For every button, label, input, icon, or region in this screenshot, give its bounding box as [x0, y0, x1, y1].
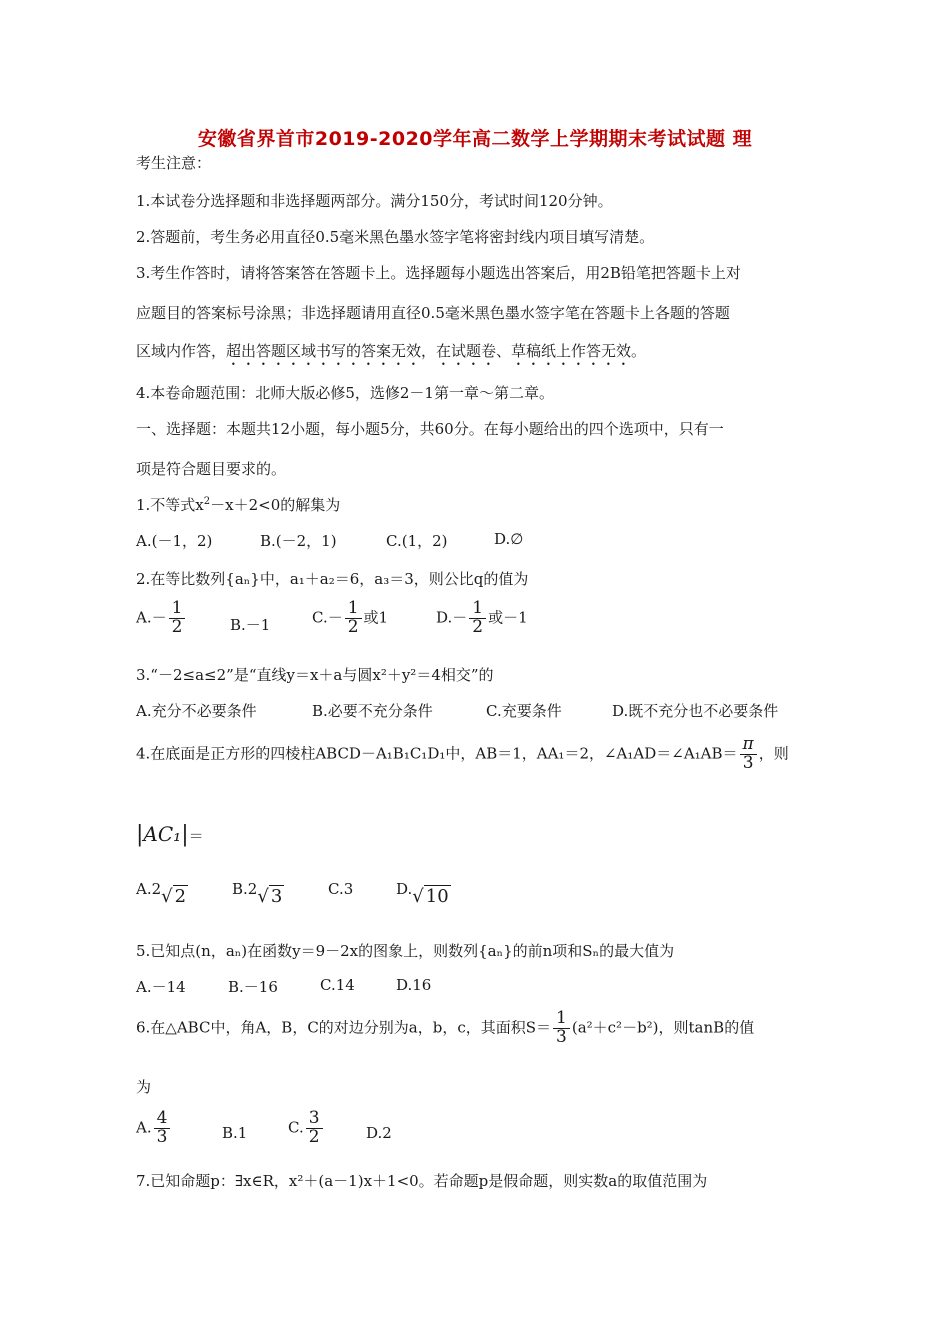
- fraction-numerator: 1: [347, 598, 359, 618]
- notice-item-3-emphasis: 超出答题区域书写的答案无效，在试题卷、草稿纸上作答无效: [226, 342, 632, 360]
- question-4-vector-label: AC₁: [143, 822, 182, 846]
- fraction-denominator: 3: [553, 1028, 570, 1047]
- fraction-denominator: 3: [740, 754, 757, 773]
- question-4-option-d-label: D.: [396, 880, 413, 898]
- question-6-options: [136, 1110, 536, 1160]
- question-3-option-a: A.充分不必要条件: [136, 702, 257, 720]
- question-6-option-a-label: A.: [136, 1118, 152, 1137]
- question-2-option-b: B.－1: [230, 616, 271, 634]
- question-4-fraction: [740, 736, 757, 773]
- notice-item-4: 4.本卷命题范围：北师大版必修5，选修2－1第一章～第二章。: [136, 384, 554, 402]
- fraction-denominator: 2: [469, 618, 486, 637]
- question-4-option-c: C.3: [328, 880, 354, 898]
- question-4-stem-post: ，则: [758, 744, 789, 763]
- question-6-stem-line-2: 为: [136, 1078, 152, 1096]
- question-1-stem-post: －x＋2<0的解集为: [210, 496, 341, 514]
- fraction-denominator: 2: [306, 1128, 323, 1147]
- question-6-option-b: B.1: [222, 1124, 248, 1142]
- question-2-option-c: [312, 600, 388, 637]
- fraction-numerator: 1: [556, 1008, 567, 1028]
- question-7-stem: 7.已知命题p：∃x∈R，x²＋(a－1)x＋1<0。若命题p是假命题，则实数a的取值范围为: [136, 1172, 708, 1190]
- question-2-option-d-suffix: 或－1: [488, 608, 528, 627]
- notice-item-3-line-1: 3.考生作答时，请将答案答在答题卡上。选择题每小题选出答案后，用2B铅笔把答题卡上对: [136, 264, 741, 282]
- question-6-option-c: [288, 1110, 325, 1147]
- notice-item-1: 1.本试卷分选择题和非选择题两部分。满分150分，考试时间120分钟。: [136, 192, 613, 210]
- notice-item-3-line-3: [136, 340, 646, 369]
- question-4-option-b: [232, 880, 284, 907]
- question-4-option-d: [396, 880, 451, 907]
- page-title: 安徽省界首市2019-2020学年高二数学上学期期末考试试题 理: [197, 128, 753, 150]
- question-3-option-b: B.必要不充分条件: [312, 702, 433, 720]
- question-2-option-a-fraction: [169, 600, 186, 637]
- question-2-option-d: [436, 600, 528, 637]
- question-2-option-d-label: D.－: [436, 608, 468, 627]
- question-6-option-d: D.2: [366, 1124, 392, 1142]
- radicand: 10: [425, 886, 449, 907]
- question-2-option-a-label: A.－: [136, 608, 167, 627]
- question-6-option-c-label: C.: [288, 1118, 304, 1137]
- question-3-option-d: D.既不充分也不必要条件: [612, 702, 779, 720]
- question-2-option-c-fraction: [345, 600, 362, 637]
- notice-heading: 考生注意：: [136, 154, 212, 172]
- radicand: 3: [270, 886, 283, 907]
- fraction-numerator: 4: [156, 1108, 168, 1128]
- fraction-denominator: 2: [345, 618, 362, 637]
- fraction-numerator: 1: [171, 598, 183, 618]
- question-4-option-a: [136, 880, 188, 907]
- question-1-option-d: D.∅: [494, 530, 524, 548]
- question-4-stem-pre: 4.在底面是正方形的四棱柱ABCD－A₁B₁C₁D₁中，AB＝1，AA₁＝2，∠A₁AD＝∠A₁AB＝: [136, 744, 738, 763]
- question-2-option-a: [136, 600, 187, 637]
- question-2-option-c-suffix: 或1: [363, 608, 389, 627]
- section-1-line-1: 一、选择题：本题共12小题，每小题5分，共60分。在每小题给出的四个选项中，只有一: [136, 420, 724, 438]
- question-6-option-c-fraction: [306, 1110, 323, 1147]
- notice-item-2: 2.答题前，考生务必用直径0.5毫米黑色墨水签字笔将密封线内项目填写清楚。: [136, 228, 655, 246]
- fraction-numerator: 3: [308, 1108, 320, 1128]
- question-5-option-a: A.－14: [136, 978, 186, 996]
- question-5-option-b: B.－16: [228, 978, 278, 996]
- fraction-numerator: 1: [472, 598, 484, 618]
- question-5-option-d: D.16: [396, 976, 432, 994]
- question-6-option-a-fraction: [154, 1110, 171, 1147]
- question-6-option-a: [136, 1110, 172, 1147]
- question-1-option-a: A.(－1，2): [136, 532, 213, 550]
- question-1-exponent: 2: [203, 496, 211, 507]
- notice-item-3-line-2: 应题目的答案标号涂黑；非选择题请用直径0.5毫米黑色墨水签字笔在答题卡上各题的答题: [136, 304, 730, 322]
- question-6-stem-post: (a²＋c²－b²)，则tanB的值: [571, 1018, 755, 1037]
- fraction-denominator: 3: [154, 1128, 171, 1147]
- notice-item-3-pre: 区域内作答，: [136, 342, 227, 360]
- notice-item-3-post: 。: [631, 342, 647, 360]
- question-6-stem: [136, 1010, 754, 1047]
- sqrt-symbol: √ 3: [257, 886, 283, 907]
- question-4-option-b-label: B.2: [232, 880, 258, 898]
- question-2-option-d-fraction: [469, 600, 486, 637]
- question-6-fraction: [553, 1010, 570, 1047]
- question-1-stem: [136, 494, 340, 515]
- fraction-denominator: 2: [169, 618, 186, 637]
- question-2-stem: 2.在等比数列{aₙ}中，a₁＋a₂＝6，a₃＝3，则公比q的值为: [136, 570, 529, 588]
- question-1-option-b: B.(－2，1): [260, 532, 337, 550]
- question-4-expression: |AC₁|＝: [136, 822, 204, 847]
- question-4-stem: [136, 736, 789, 773]
- question-2-option-c-label: C.－: [312, 608, 343, 627]
- section-1-line-2: 项是符合题目要求的。: [136, 460, 287, 478]
- sqrt-symbol: √ 10: [412, 886, 449, 907]
- question-5-option-c: C.14: [320, 976, 355, 994]
- question-1-option-c: C.(1，2): [386, 532, 448, 550]
- question-4-option-a-label: A.2: [136, 880, 162, 898]
- radicand: 2: [174, 886, 187, 907]
- fraction-numerator: π: [742, 734, 754, 754]
- sqrt-symbol: √ 2: [161, 886, 187, 907]
- question-2-options: [136, 600, 836, 650]
- question-3-option-c: C.充要条件: [486, 702, 562, 720]
- question-3-stem: 3.“－2≤a≤2”是“直线y＝x＋a与圆x²＋y²＝4相交”的: [136, 666, 494, 684]
- question-6-stem-pre: 6.在△ABC中，角A，B，C的对边分别为a，b，c，其面积S＝: [136, 1018, 552, 1037]
- question-4-equals: ＝: [188, 827, 204, 845]
- question-1-stem-pre: 1.不等式x: [136, 496, 204, 514]
- question-5-stem: 5.已知点(n，aₙ)在函数y＝9－2x的图象上，则数列{aₙ}的前n项和Sₙ的最大值为: [136, 942, 675, 960]
